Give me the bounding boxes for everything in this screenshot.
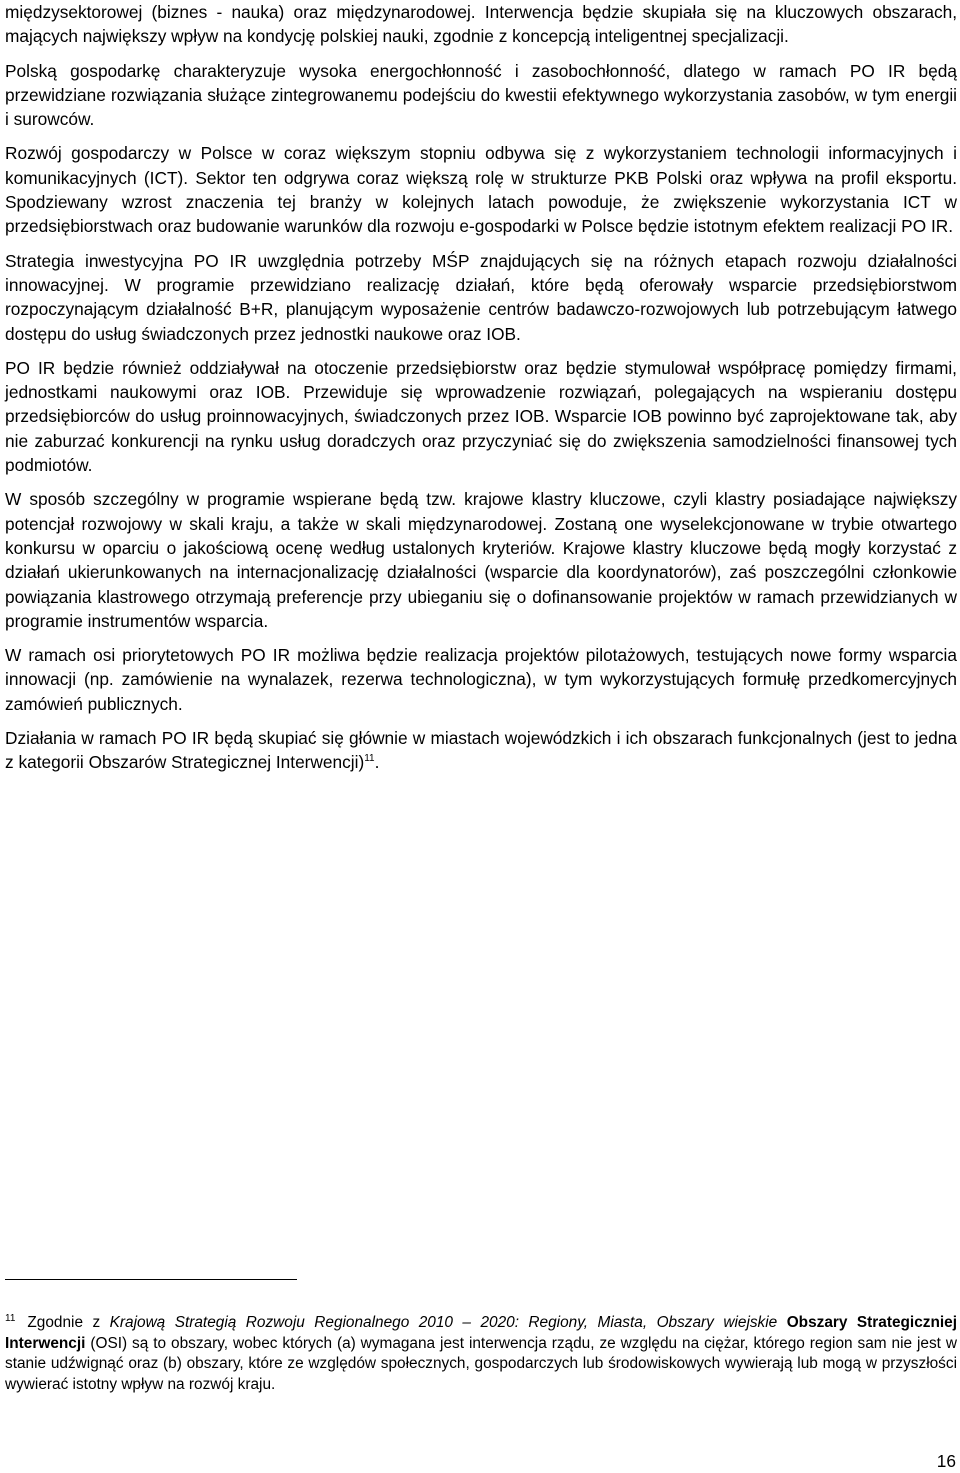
paragraph-8-text: Działania w ramach PO IR będą skupiać się głównie w miastach wojewódzkich i ich obszarach funkcjonalnych (jest to jedna z kategorii Obszarów Strategicznej Interwencji) — [5, 728, 957, 773]
footnote-separator — [5, 1279, 297, 1280]
footnote-text-1: Zgodnie z — [27, 1314, 110, 1331]
paragraph-8-end: . — [374, 752, 380, 773]
paragraph-3: Rozwój gospodarczy w Polsce w coraz większym stopniu odbywa się z wykorzystaniem technologii informacyjnych i komunikacyjnych (ICT). Sektor ten odgrywa coraz większą rolę w strukturze PKB Polski oraz wpływa na profil eksportu. Spodziewany wzrost znaczenia tej branży w kolejnych latach powoduje, że zwiększenie wykorzystania ICT w przedsiębiorstwach oraz budowanie warunków dla rozwoju e-gospodarki w Polsce będzie istotnym efektem realizacji PO IR. — [5, 143, 957, 237]
paragraph-7: W ramach osi priorytetowych PO IR możliwa będzie realizacja projektów pilotażowych, testujących nowe formy wsparcia innowacji (np. zamówienie na wynalazek, rezerwa technologiczna), w tym wykorzystujących formułę przedkomercyjnych zamówień publicznych. — [5, 645, 957, 714]
paragraph-6: W sposób szczególny w programie wspierane będą tzw. krajowe klastry kluczowe, czyli klastry posiadające największy potencjał rozwojowy w skali kraju, a także w skali międzynarodowej. Zostaną one wyselekcjonowane w trybie otwartego konkursu w oparciu o jakościową ocenę według ustalonych kryteriów. Krajowe klastry kluczowe będą mogły korzystać z działań ukierunkowanych na internacjonalizację działalności (wsparcie dla koordynatorów), zaś poszczególni członkowie powiązania klastrowego otrzymają preferencje przy ubieganiu się o dofinansowanie projektów w ramach przewidzianych w programie instrumentów wsparcia. — [5, 489, 957, 631]
footnote-osi-term: Obszary Strategiczniej Interwencji — [5, 1314, 957, 1352]
footnote-number: 11 — [5, 1312, 16, 1324]
paragraph-4: Strategia inwestycyjna PO IR uwzględnia potrzeby MŚP znajdujących się na różnych etapach rozwoju działalności innowacyjnej. W programie przewidziano realizację działań, które będą oferowały wsparcie przedsiębiorstwom rozpoczynającym działalność B+R, planującym wyposażenie centrów badawczo-rozwojowych lub potrzebującym łatwego dostępu do usług świadczonych przez jednostki naukowe oraz IOB. — [5, 250, 957, 344]
footnote — [5, 1313, 957, 1395]
footnote-reference[interactable]: 11 — [364, 753, 375, 765]
paragraph-8 — [5, 726, 957, 775]
footnote-text-3 — [777, 1314, 786, 1331]
page-number: 16 — [936, 1451, 956, 1471]
paragraph-2: Polską gospodarkę charakteryzuje wysoka energochłonność i zasobochłonność, dlatego w ramach PO IR będą przewidziane rozwiązania służące zintegrowanemu podejściu do kwestii efektywnego wykorzystania zasobów, w tym energii i surowców. — [5, 60, 957, 130]
footnote-strategy-title: Krajową Strategią Rozwoju Regionalnego 2010 – 2020: Regiony, Miasta, Obszary wiejskie — [109, 1314, 778, 1331]
paragraph-1: międzysektorowej (biznes - nauka) oraz międzynarodowej. Interwencja będzie skupiała się na kluczowych obszarach, mających największy wpływ na kondycję polskiej nauki, zgodnie z koncepcją inteligentnej specjalizacji. — [5, 2, 957, 47]
body-text — [5, 0, 957, 775]
paragraph-5: PO IR będzie również oddziaływał na otoczenie przedsiębiorstw oraz będzie stymulował współpracę pomiędzy firmami, jednostkami naukowymi oraz IOB. Przewiduje się wprowadzenie rozwiązań, polegających na wspieraniu dostępu przedsiębiorców do usług proinnowacyjnych, świadczonych przez IOB. Wsparcie IOB powinno być zaprojektowane tak, aby nie zaburzać konkurencji na rynku usług doradczych oraz przyczyniać się do zwiększenia samodzielności finansowej tych podmiotów. — [5, 357, 957, 476]
footnote-text-5: (OSI) są to obszary, wobec których (a) wymagana jest interwencja rządu, ze względu na ciężar, którego region sam nie jest w stanie udźwignąć oraz (b) obszary, które ze względów społecznych, gospodarczych lub środowiskowych wywierają lub mogą w przyszłości wywierać istotny wpływ na rozwój kraju. — [5, 1334, 957, 1393]
